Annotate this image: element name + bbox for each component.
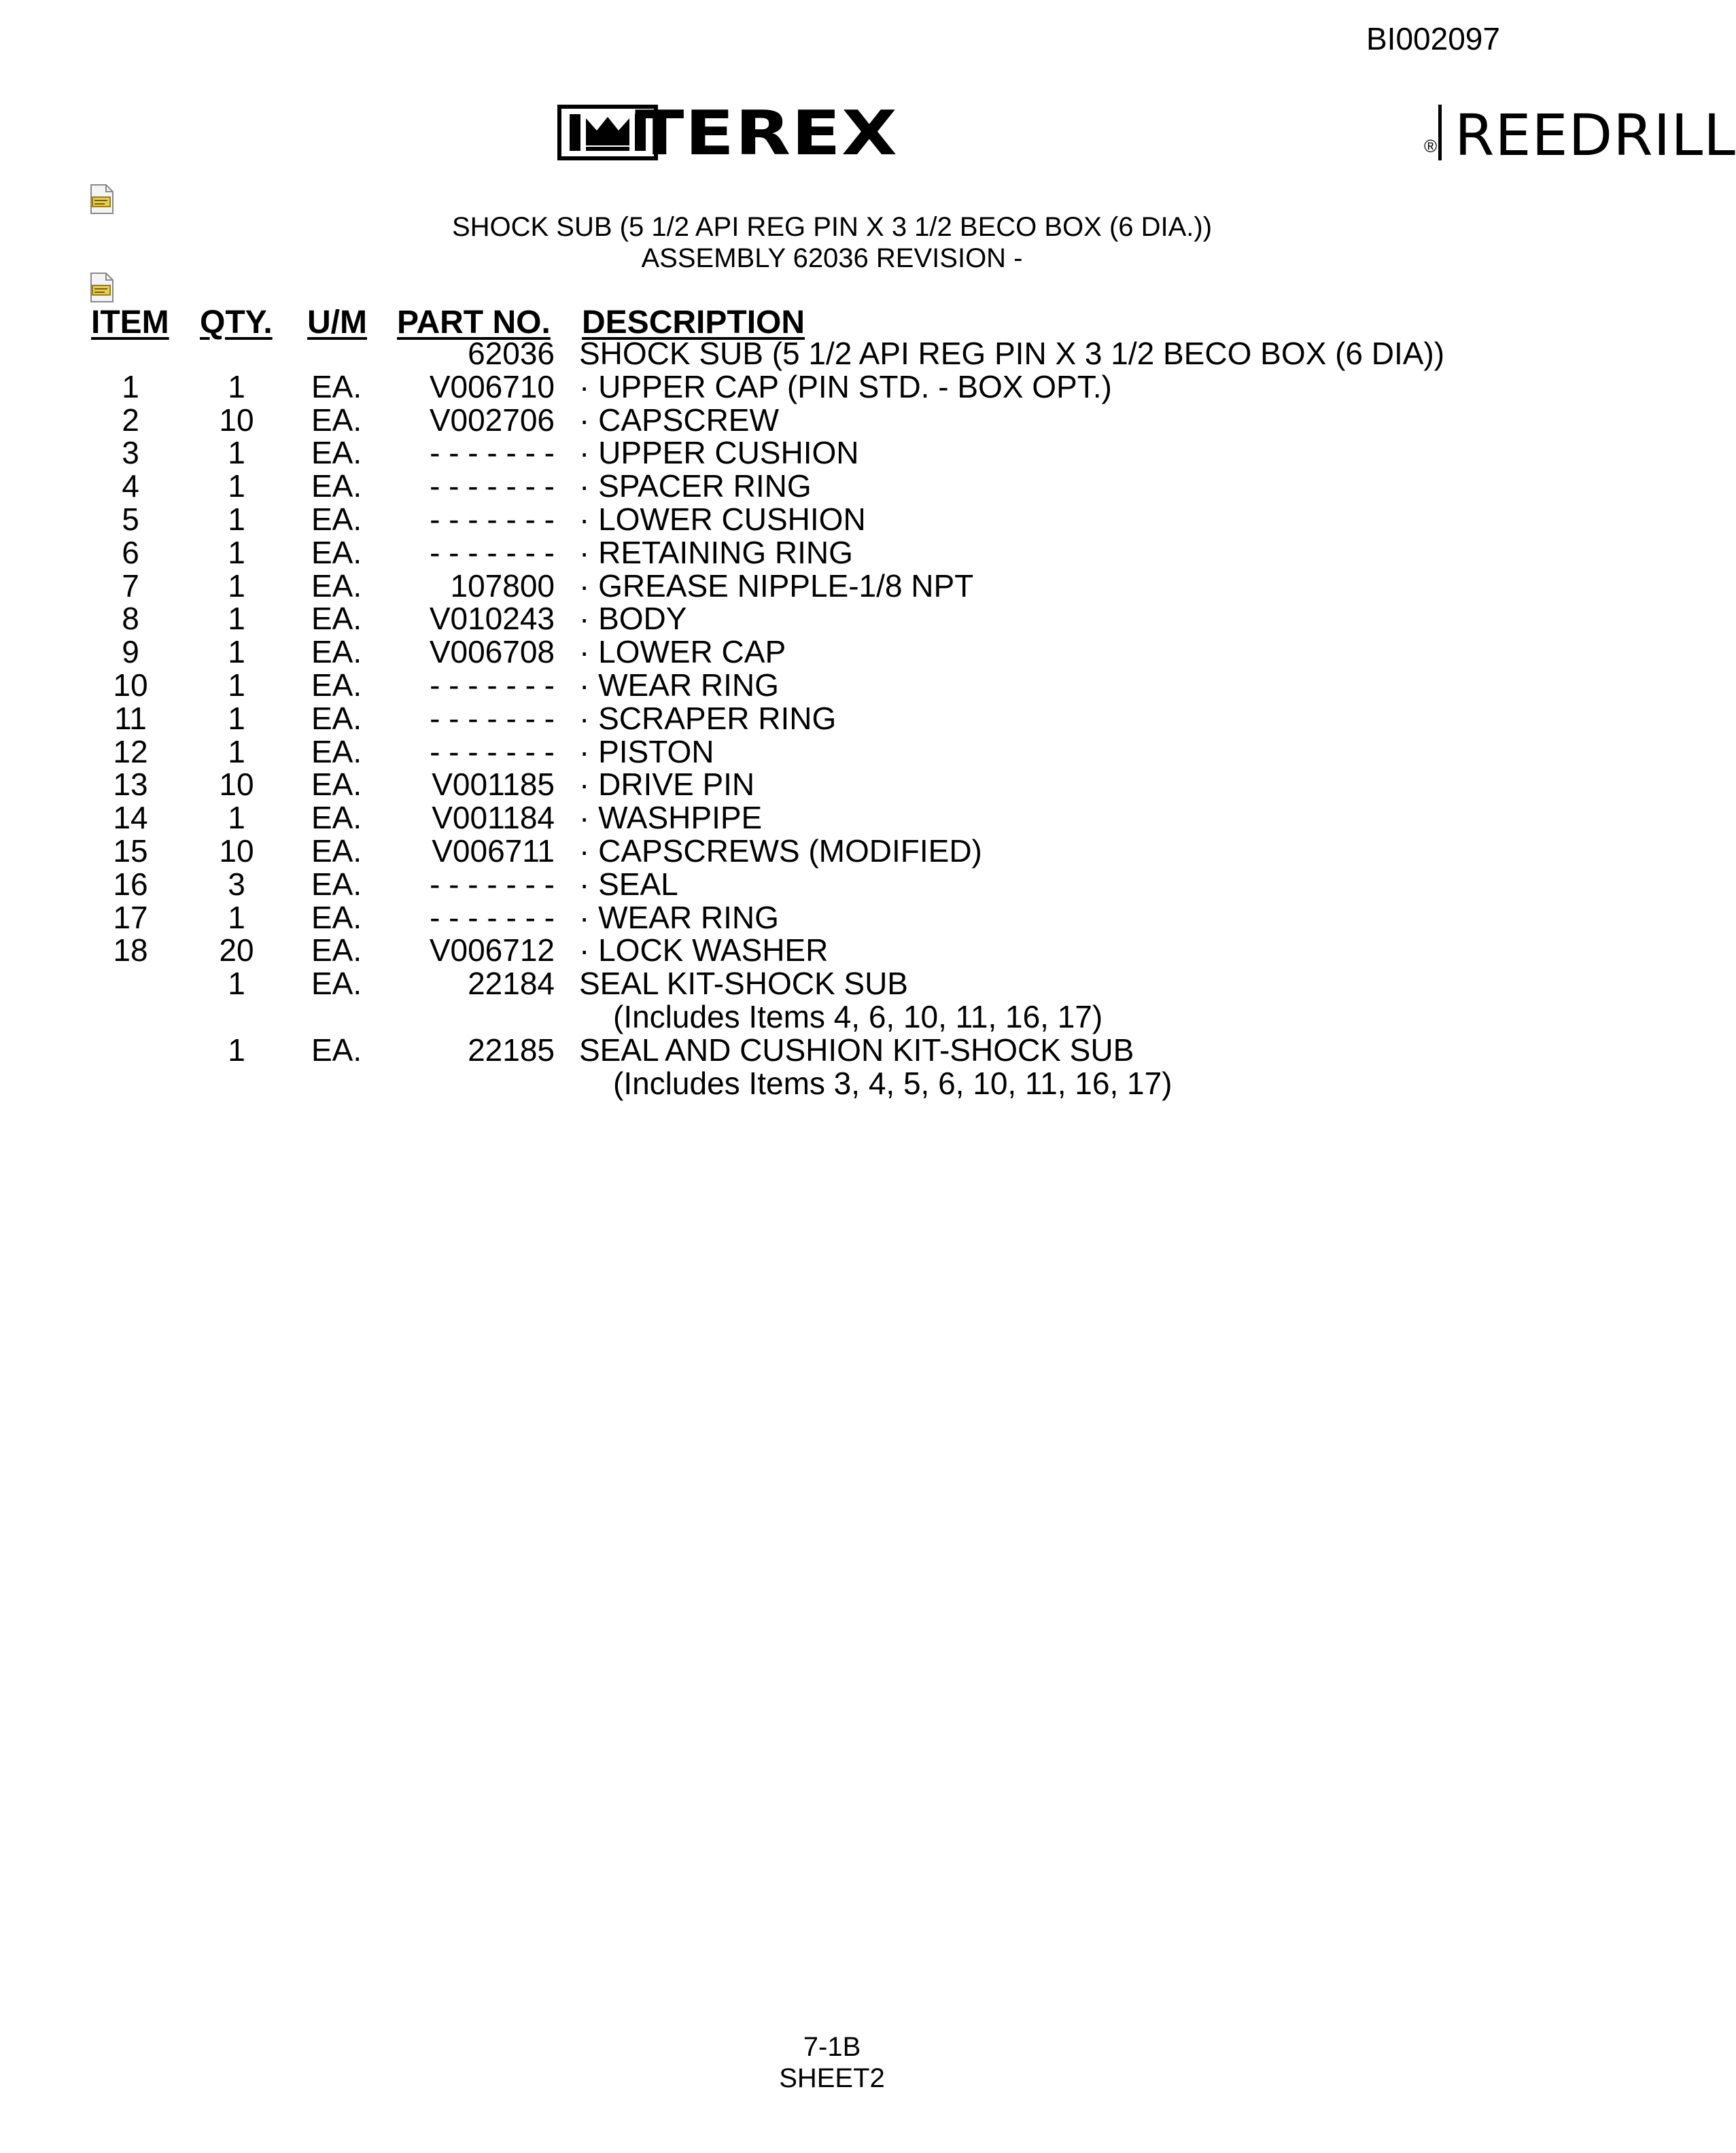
item-description: · WASHPIPE (579, 800, 763, 836)
item-um: EA. (311, 402, 362, 438)
item-part-no: V010243 (429, 601, 555, 637)
document-id: BI002097 (1366, 21, 1500, 56)
item-description: · DRIVE PIN (579, 767, 755, 803)
item-qty: 1 (228, 634, 245, 670)
column-header-qty: QTY. (200, 304, 273, 340)
item-description: · UPPER CAP (PIN STD. - BOX OPT.) (579, 368, 1112, 404)
item-part-no: - - - - - - - (430, 534, 555, 570)
item-part-no: - - - - - - - (430, 866, 555, 902)
item-number: 2 (122, 402, 139, 438)
kit-part-no: 22184 (468, 966, 555, 1002)
item-number: 1 (122, 368, 139, 404)
item-um: EA. (311, 700, 362, 736)
item-um: EA. (311, 468, 362, 504)
item-number: 17 (113, 899, 148, 935)
item-qty: 1 (228, 899, 245, 935)
column-header-part-no: PART NO. (397, 304, 551, 340)
column-header-um: U/M (307, 304, 367, 340)
item-description: · BODY (579, 601, 687, 637)
item-um: EA. (311, 767, 362, 803)
item-number: 7 (122, 567, 139, 603)
item-part-no: V002706 (429, 402, 555, 438)
item-part-no: - - - - - - - (430, 700, 555, 736)
item-description: · CAPSCREW (579, 402, 779, 438)
item-number: 8 (122, 601, 139, 637)
column-header-description: DESCRIPTION (582, 304, 805, 340)
item-qty: 1 (228, 667, 245, 703)
item-description: · CAPSCREWS (MODIFIED) (579, 833, 982, 869)
item-number: 10 (113, 667, 148, 703)
item-part-no: - - - - - - - (430, 733, 555, 769)
item-number: 5 (122, 502, 139, 537)
item-um: EA. (311, 601, 362, 637)
kit-um: EA. (311, 966, 362, 1002)
kit-description: SEAL KIT-SHOCK SUB (579, 966, 908, 1002)
page-title: SHOCK SUB (5 1/2 API REG PIN X 3 1/2 BECO BOX (6 DIA.)) (451, 212, 1213, 242)
registered-mark: ® (1424, 136, 1438, 156)
brand-division: REEDRILL (1455, 102, 1736, 169)
item-description: · PISTON (579, 733, 714, 769)
item-part-no: - - - - - - - (430, 502, 555, 537)
kit-part-no: 22185 (468, 1032, 555, 1068)
item-um: EA. (311, 567, 362, 603)
item-part-no: V001184 (432, 800, 555, 836)
item-number: 6 (122, 534, 139, 570)
item-description: · RETAINING RING (579, 534, 853, 570)
brand-name: TEREX (635, 98, 899, 169)
item-description: · LOWER CAP (579, 634, 786, 670)
item-qty: 1 (228, 368, 245, 404)
item-number: 15 (113, 833, 148, 869)
item-um: EA. (311, 733, 362, 769)
item-qty: 3 (228, 866, 245, 902)
item-number: 4 (122, 468, 139, 504)
item-number: 9 (122, 634, 139, 670)
item-description: · SPACER RING (579, 468, 812, 504)
item-um: EA. (311, 534, 362, 570)
column-header-item: ITEM (91, 304, 169, 340)
item-description: · SEAL (579, 866, 678, 902)
assembly-subtitle: ASSEMBLY 62036 REVISION - (641, 243, 1023, 273)
item-um: EA. (311, 800, 362, 836)
item-description: · SCRAPER RING (579, 700, 837, 736)
item-um: EA. (311, 932, 362, 968)
logo-divider (1438, 105, 1442, 160)
item-qty: 1 (228, 700, 245, 736)
item-qty: 10 (219, 833, 254, 869)
item-qty: 1 (228, 534, 245, 570)
item-number: 14 (113, 800, 148, 836)
assembly-description: SHOCK SUB (5 1/2 API REG PIN X 3 1/2 BECO BOX (6 DIA)) (579, 336, 1445, 371)
item-qty: 1 (228, 435, 245, 471)
item-qty: 1 (228, 601, 245, 637)
item-qty: 1 (228, 733, 245, 769)
item-part-no: - - - - - - - (430, 468, 555, 504)
item-number: 3 (122, 435, 139, 471)
item-part-no: 107800 (450, 567, 555, 603)
item-part-no: - - - - - - - (430, 435, 555, 471)
item-qty: 1 (228, 800, 245, 836)
item-um: EA. (311, 634, 362, 670)
item-description: · WEAR RING (579, 667, 779, 703)
item-um: EA. (311, 899, 362, 935)
item-qty: 1 (228, 502, 245, 537)
item-qty: 10 (219, 402, 254, 438)
item-part-no: V006708 (429, 634, 555, 670)
item-number: 12 (113, 733, 148, 769)
kit-um: EA. (311, 1032, 362, 1068)
item-qty: 1 (228, 567, 245, 603)
item-part-no: - - - - - - - (430, 899, 555, 935)
item-um: EA. (311, 435, 362, 471)
kit-qty: 1 (228, 1032, 245, 1068)
kit-qty: 1 (228, 966, 245, 1002)
item-um: EA. (311, 667, 362, 703)
kit-description: SEAL AND CUSHION KIT-SHOCK SUB (579, 1032, 1134, 1068)
assembly-part-no: 62036 (468, 336, 555, 371)
item-um: EA. (311, 866, 362, 902)
sheet-label: SHEET2 (779, 2063, 885, 2093)
item-number: 18 (113, 932, 148, 968)
item-description: · LOCK WASHER (579, 932, 829, 968)
item-description: · WEAR RING (579, 899, 779, 935)
item-part-no: V006712 (429, 932, 555, 968)
kit-includes-note: (Includes Items 3, 4, 5, 6, 10, 11, 16, 17) (613, 1065, 1173, 1101)
item-number: 13 (113, 767, 148, 803)
item-part-no: V001185 (432, 767, 555, 803)
embedded-object-icon[interactable] (88, 183, 116, 215)
item-qty: 20 (219, 932, 254, 968)
item-part-no: - - - - - - - (430, 667, 555, 703)
item-qty: 10 (219, 767, 254, 803)
item-um: EA. (311, 502, 362, 537)
item-description: · GREASE NIPPLE-1/8 NPT (579, 567, 974, 603)
item-um: EA. (311, 368, 362, 404)
item-um: EA. (311, 833, 362, 869)
item-number: 16 (113, 866, 148, 902)
embedded-object-icon[interactable] (88, 272, 116, 303)
item-description: · LOWER CUSHION (579, 502, 866, 537)
item-number: 11 (114, 700, 147, 736)
page-number: 7-1B (803, 2032, 861, 2062)
item-part-no: V006711 (432, 833, 555, 869)
item-qty: 1 (228, 468, 245, 504)
item-part-no: V006710 (429, 368, 555, 404)
item-description: · UPPER CUSHION (579, 435, 859, 471)
kit-includes-note: (Includes Items 4, 6, 10, 11, 16, 17) (613, 999, 1103, 1034)
